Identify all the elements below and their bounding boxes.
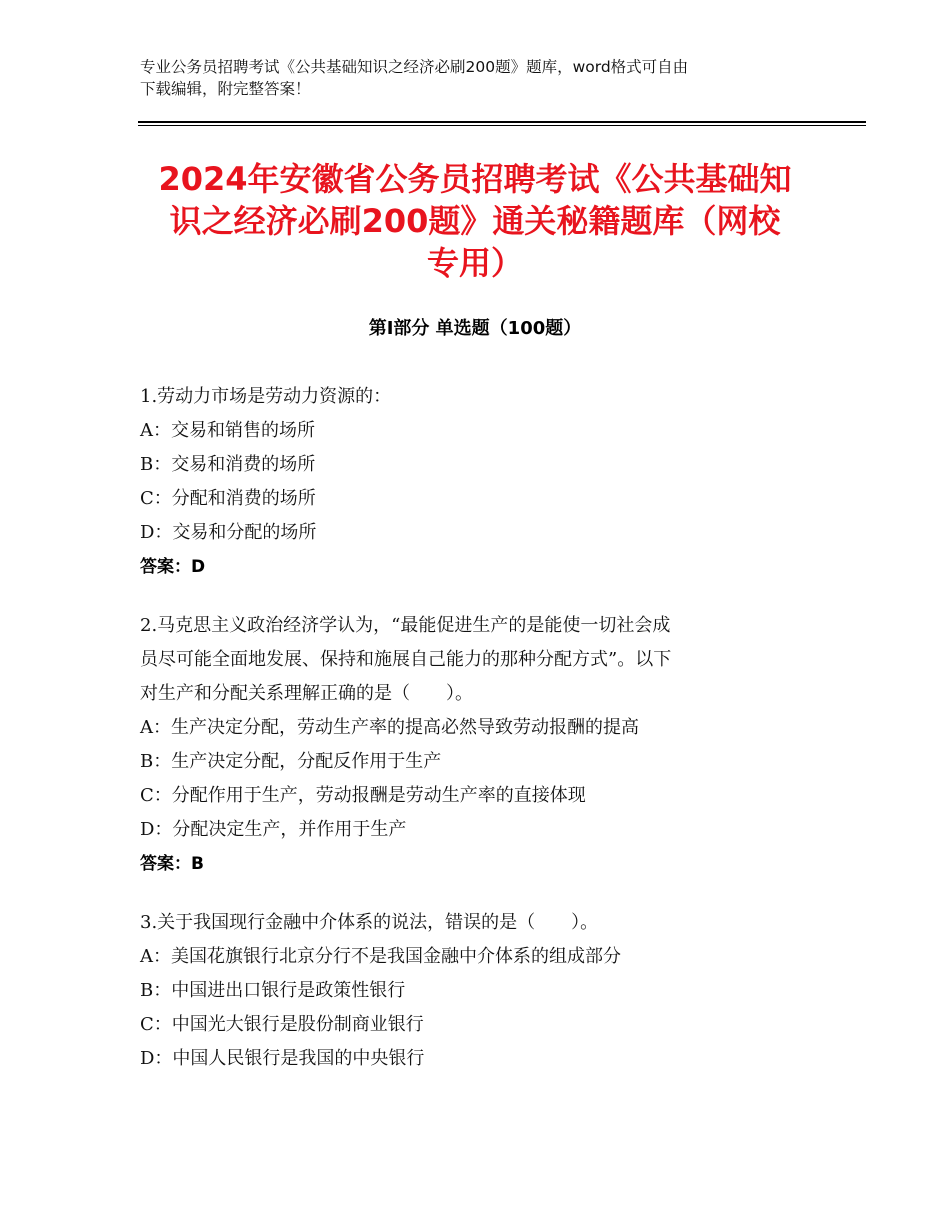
- header-note-line-1: 专业公务员招聘考试《公共基础知识之经济必刷200题》题库，word格式可自由: [140, 58, 689, 76]
- option-d: D：分配决定生产，并作用于生产: [140, 819, 407, 840]
- question-stem: 1.劳动力市场是劳动力资源的：: [140, 386, 392, 407]
- option-b: B：中国进出口银行是政策性银行: [140, 980, 406, 1001]
- question-stem: 3.关于我国现行金融中介体系的说法，错误的是（ ）。: [140, 912, 599, 933]
- question-list: [140, 380, 810, 1101]
- header-divider-thin: [138, 125, 866, 126]
- option-b: B：交易和消费的场所: [140, 454, 316, 475]
- option-d: D：交易和分配的场所: [140, 522, 317, 543]
- answer: 答案：D: [140, 557, 206, 577]
- question-stem: 员尽可能全面地发展、保持和施展自己能力的那种分配方式”。以下: [140, 649, 672, 670]
- option-a: A：美国花旗银行北京分行不是我国金融中介体系的组成部分: [140, 946, 621, 967]
- document-title: [130, 158, 820, 284]
- question-stem: 对生产和分配关系理解正确的是（ ）。: [140, 683, 473, 704]
- option-c: C：中国光大银行是股份制商业银行: [140, 1014, 424, 1035]
- header-note-line-2: 下载编辑，附完整答案！: [140, 80, 311, 98]
- section-title: 第Ⅰ部分 单选题（100题）: [368, 318, 582, 339]
- option-c: C：分配和消费的场所: [140, 488, 316, 509]
- document-title-line-2: 识之经济必刷200题》通关秘籍题库（网校: [169, 202, 781, 240]
- question-2: [140, 609, 810, 881]
- option-d: D：中国人民银行是我国的中央银行: [140, 1048, 425, 1069]
- document-title-line-1: 2024年安徽省公务员招聘考试《公共基础知: [158, 160, 792, 198]
- header-divider-thick: [138, 121, 866, 123]
- answer: 答案：B: [140, 854, 204, 874]
- question-1: [140, 380, 810, 584]
- document-title-line-3: 专用）: [426, 244, 523, 282]
- option-c: C：分配作用于生产，劳动报酬是劳动生产率的直接体现: [140, 785, 586, 806]
- option-b: B：生产决定分配，分配反作用于生产: [140, 751, 442, 772]
- question-3: [140, 906, 810, 1076]
- option-a: A：生产决定分配，劳动生产率的提高必然导致劳动报酬的提高: [140, 717, 639, 738]
- option-a: A：交易和销售的场所: [140, 420, 315, 441]
- question-stem: 2.马克思主义政治经济学认为，“最能促进生产的是能使一切社会成: [140, 615, 671, 636]
- header-note: [140, 56, 812, 100]
